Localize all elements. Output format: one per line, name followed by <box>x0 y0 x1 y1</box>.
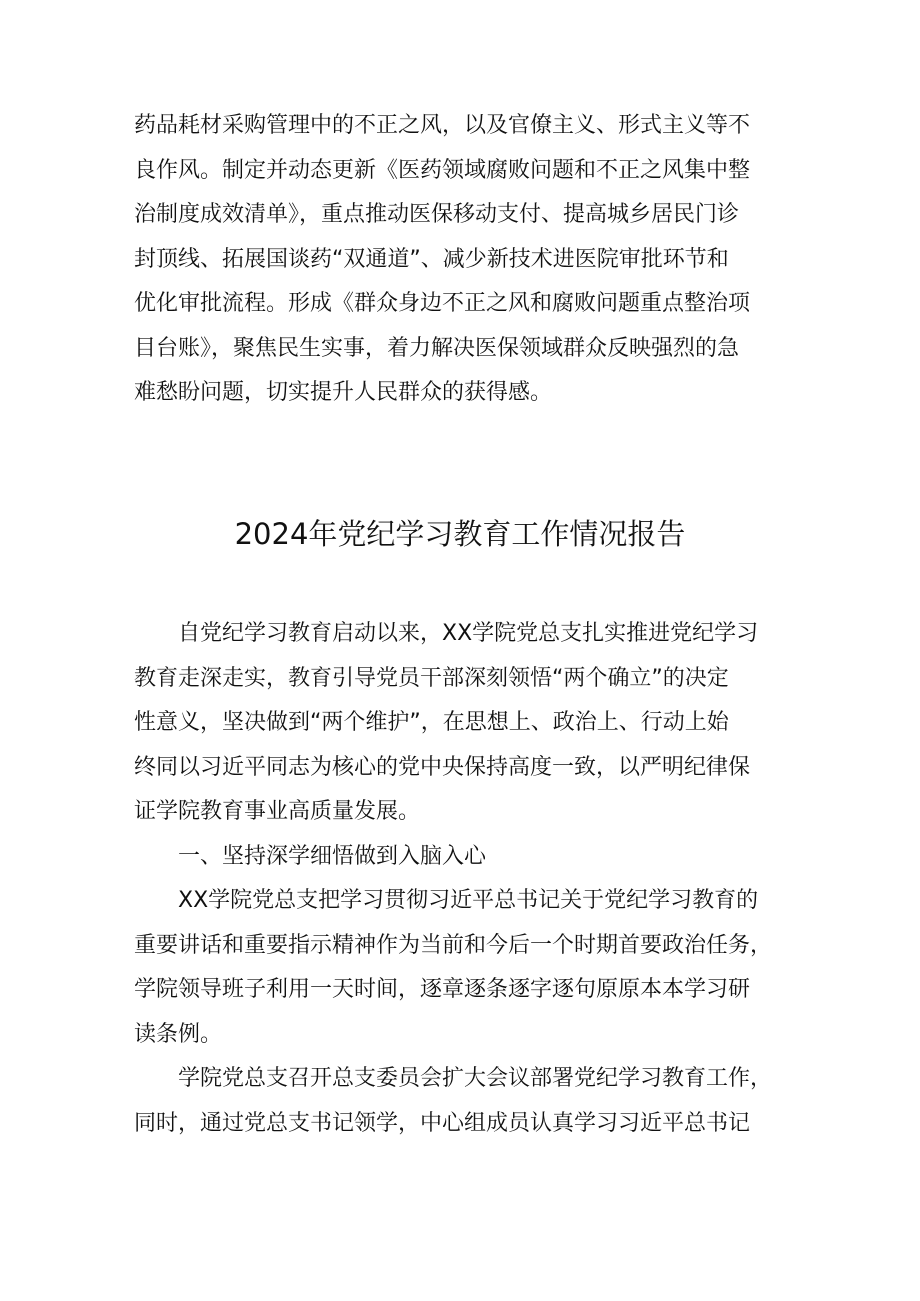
report-body <box>134 612 786 1146</box>
text-line: 性意义，坚决做到“两个维护”，在思想上、政治上、行动上始 <box>134 710 729 735</box>
text-line: 封顶线、拓展国谈药“双通道”、减少新技术进医院审批环节和 <box>134 246 729 272</box>
text-line: 同时，通过党总支书记领学，中心组成员认真学习习近平总书记 <box>134 1110 751 1136</box>
intro-paragraph <box>134 104 786 416</box>
text-line: 证学院教育事业高质量发展。 <box>134 799 421 824</box>
text-line: 自党纪学习教育启动以来，XX学院党总支扎实推进党纪学习 <box>134 621 759 646</box>
section-heading: 一、坚持深学细悟做到入脑入心 <box>134 843 487 869</box>
text-line: 重要讲话和重要指示精神作为当前和今后一个时期首要政治任务， <box>134 932 773 958</box>
text-line: 目台账》，聚焦民生实事，着力解决医保领域群众反映强烈的急 <box>134 335 740 361</box>
text-line: 读条例。 <box>134 1021 223 1047</box>
text-line: 终同以习近平同志为核心的党中央保持高度一致，以严明纪律保 <box>134 754 751 780</box>
report-title: 2024年党纪学习教育工作情况报告 <box>234 517 686 551</box>
text-line: 教育走深走实，教育引导党员干部深刻领悟“两个确立”的决定 <box>134 665 729 691</box>
text-line: 学院领导班子利用一天时间，逐章逐条逐字逐句原原本本学习研 <box>134 977 751 1002</box>
text-line: 治制度成效清单》，重点推动医保移动支付、提高城乡居民门诊 <box>134 202 740 227</box>
text-line: 优化审批流程。形成《群众身边不正之风和腐败问题重点整治项 <box>134 291 751 316</box>
text-line: 良作风。制定并动态更新《医药领域腐败问题和不正之风集中整 <box>134 157 751 183</box>
text-line: 难愁盼问题，切实提升人民群众的获得感。 <box>134 380 553 405</box>
text-line: XX学院党总支把学习贯彻习近平总书记关于党纪学习教育的 <box>134 888 759 913</box>
text-line: 药品耗材采购管理中的不正之风，以及官僚主义、形式主义等不 <box>134 113 751 138</box>
text-line: 学院党总支召开总支委员会扩大会议部署党纪学习教育工作， <box>134 1066 773 1091</box>
